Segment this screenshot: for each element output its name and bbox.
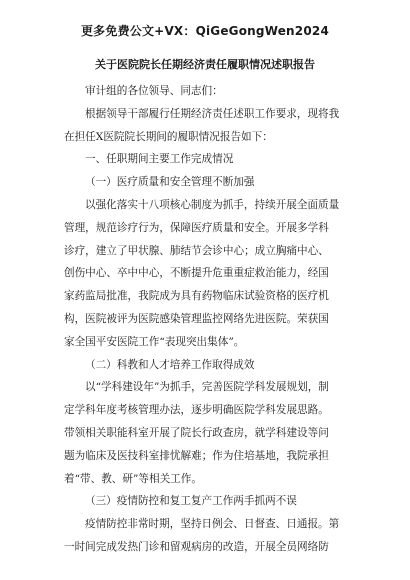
page-header: 更多免费公文+VX：QiGeGongWen2024 [80,24,329,38]
report-title: 关于医院院长任期经济责任履职情况述职报告 [95,58,315,71]
text-line: （一）医疗质量和安全管理不断加强 [85,176,255,189]
text-line: 构，医院被评为医院感染管理监控网络先进医院。荣获国 [64,312,329,325]
text-line: 审计组的各位领导、同志们： [85,85,223,97]
text-line: 带领相关职能科室开展了院长行政查房，就学科建设等问 [64,426,329,439]
text-line: （二）科教和人才培养工作取得成效 [85,358,255,371]
text-line: 诊疗，建立了甲状腺、肺结节会诊中心；成立胸痛中心、 [64,244,329,257]
text-line: （三）疫情防控和复工复产工作两手抓两不误 [85,495,297,508]
text-line: 家全国平安医院工作“表现突出集体”。 [64,335,245,348]
text-line: 以“学科建设年”为抓手，完善医院学科发展规划，制 [85,381,329,394]
text-line: 定学科年度考核管理办法，逐步明确医院学科发展思路。 [64,404,329,417]
text-line: 以强化落实十八项核心制度为抓手，持续开展全面质量 [85,198,340,211]
text-line: 在担任X医院院长期间的履职情况报告如下： [64,130,273,143]
text-line: 创伤中心、卒中中心，不断提升危重重症救治能力，经国 [64,267,329,280]
text-line: 家药监局批准，我院成为具有药物临床试验资格的医疗机 [64,290,329,303]
text-line: 管理，规范诊疗行为，保障医疗质量和安全。开展多学科 [64,221,329,234]
text-line: 着“带、教、研”等相关工作。 [64,472,202,485]
report-body [64,80,360,559]
text-line: 疫情防控非常时期，坚持日例会、日督查、日通报。第 [85,518,340,531]
text-line: 一、任职期间主要工作完成情况 [85,153,234,166]
text-line: 题为临床及医技科室排忧解难；作为住培基地，我院承担 [64,449,329,462]
text-line: 一时间完成发热门诊和留观病房的改造，开展全员网络防 [64,540,329,553]
text-line: 根据领导干部履行任期经济责任述职工作要求，现将我 [85,107,340,120]
